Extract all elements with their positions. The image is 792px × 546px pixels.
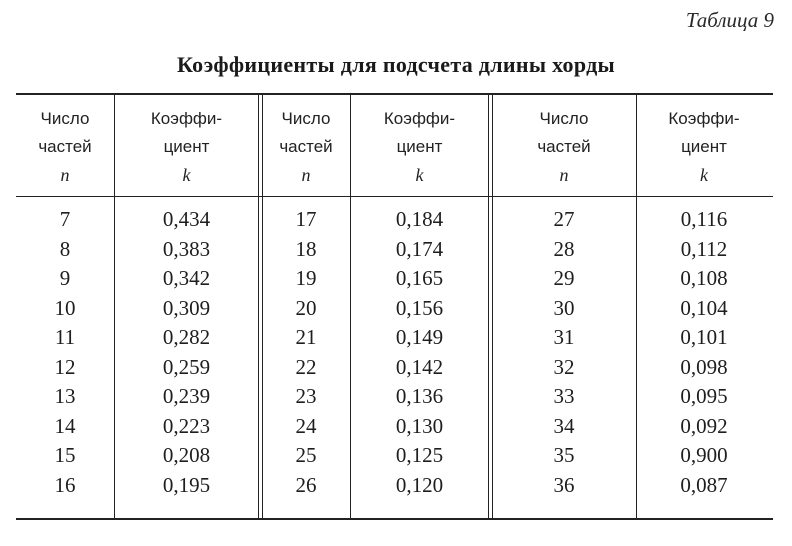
table-cell: 17 xyxy=(295,207,317,231)
table-cell: 0,434 xyxy=(162,207,211,231)
table-cell: 0,342 xyxy=(162,266,211,290)
header-k-group-3 xyxy=(637,105,771,189)
table-cell: 0,156 xyxy=(395,295,444,320)
column-n-group-3 xyxy=(492,205,636,500)
table-cell: 0,309 xyxy=(162,295,211,320)
table-cell: 10 xyxy=(54,295,76,320)
column-n-group-1 xyxy=(16,205,114,500)
table-title: Коэффициенты для подсчета длины хорды xyxy=(176,52,616,77)
header-k-line-1: Коэффи- xyxy=(383,109,456,128)
table-cell: 0,184 xyxy=(395,207,444,231)
table-cell: 34 xyxy=(553,413,575,438)
header-n-line-1: Число xyxy=(281,109,331,128)
table-cell: 36 xyxy=(553,472,575,497)
table-cell: 0,104 xyxy=(680,295,728,320)
table-cell: 11 xyxy=(54,325,76,349)
header-k-variable: k xyxy=(700,165,708,185)
table-cell: 19 xyxy=(295,266,317,290)
header-rule xyxy=(16,196,773,197)
table-cell: 0,120 xyxy=(395,472,444,497)
table-cell: 13 xyxy=(54,384,76,408)
table-number: Таблица 9 xyxy=(685,8,774,32)
table-cell: 27 xyxy=(553,207,575,231)
table-cell: 0,174 xyxy=(395,236,444,261)
table-cell: 0,136 xyxy=(395,384,444,408)
header-n-group-1 xyxy=(16,105,114,189)
column-k-group-3 xyxy=(637,205,771,500)
table-cell: 9 xyxy=(59,266,71,290)
table-cell: 16 xyxy=(54,472,76,497)
header-k-group-2 xyxy=(351,105,488,189)
header-n-line-2: частей xyxy=(38,137,92,156)
header-k-line-2: циент xyxy=(681,137,727,156)
table-cell: 8 xyxy=(59,236,71,261)
table-cell: 31 xyxy=(553,325,575,349)
table-cell: 28 xyxy=(553,236,575,261)
table-cell: 15 xyxy=(54,443,76,467)
header-k-group-1 xyxy=(115,105,258,189)
column-k-group-2 xyxy=(351,205,488,500)
table-cell: 26 xyxy=(295,472,317,497)
table-cell: 18 xyxy=(295,236,317,261)
coefficient-table xyxy=(16,93,773,520)
table-cell: 14 xyxy=(54,413,76,438)
table-cell: 22 xyxy=(295,354,317,379)
table-cell: 25 xyxy=(295,443,317,467)
header-n-group-2 xyxy=(262,105,350,189)
table-cell: 0,095 xyxy=(680,384,728,408)
header-n-variable: n xyxy=(559,165,569,185)
table-cell: 0,130 xyxy=(395,413,444,438)
table-cell: 0,208 xyxy=(162,443,211,467)
table-cell: 0,383 xyxy=(162,236,211,261)
table-cell: 0,116 xyxy=(680,207,728,231)
table-cell: 0,149 xyxy=(395,325,444,349)
table-cell: 0,098 xyxy=(680,354,728,379)
header-k-variable: k xyxy=(415,165,424,185)
table-cell: 12 xyxy=(54,354,76,379)
header-k-line-2: циент xyxy=(163,137,210,156)
header-k-line-1: Коэффи- xyxy=(150,109,223,128)
table-cell: 20 xyxy=(295,295,317,320)
header-n-variable: n xyxy=(60,165,70,185)
table-cell: 0,165 xyxy=(395,266,444,290)
header-k-variable: k xyxy=(182,165,191,185)
table-cell: 32 xyxy=(553,354,575,379)
table-cell: 0,259 xyxy=(162,354,211,379)
table-cell: 33 xyxy=(553,384,575,408)
header-n-line-1: Число xyxy=(539,109,589,128)
table-cell: 0,125 xyxy=(395,443,444,467)
table-cell: 0,282 xyxy=(162,325,211,349)
table-cell: 23 xyxy=(295,384,317,408)
table-cell: 29 xyxy=(553,266,575,290)
table-cell: 24 xyxy=(295,413,317,438)
header-k-line-1: Коэффи- xyxy=(668,109,740,128)
header-n-group-3 xyxy=(492,105,636,189)
header-n-line-2: частей xyxy=(279,137,333,156)
table-cell: 0,223 xyxy=(162,413,211,438)
table-cell: 0,142 xyxy=(395,354,444,379)
table-cell: 7 xyxy=(59,207,71,231)
table-cell: 0,101 xyxy=(680,325,728,349)
table-cell: 0,112 xyxy=(680,236,728,261)
table-cell: 0,239 xyxy=(162,384,211,408)
column-n-group-2 xyxy=(262,205,350,500)
column-k-group-1 xyxy=(115,205,258,500)
header-k-line-2: циент xyxy=(396,137,443,156)
table-cell: 0,087 xyxy=(680,472,728,497)
table-cell: 21 xyxy=(295,325,317,349)
header-n-line-2: частей xyxy=(537,137,591,156)
table-cell: 0,092 xyxy=(680,413,728,438)
table-cell: 30 xyxy=(553,295,575,320)
table-cell: 0,900 xyxy=(680,443,728,467)
header-n-variable: n xyxy=(301,165,311,185)
table-cell: 35 xyxy=(553,443,575,467)
table-cell: 0,195 xyxy=(162,472,211,497)
header-n-line-1: Число xyxy=(40,109,90,128)
table-cell: 0,108 xyxy=(680,266,728,290)
